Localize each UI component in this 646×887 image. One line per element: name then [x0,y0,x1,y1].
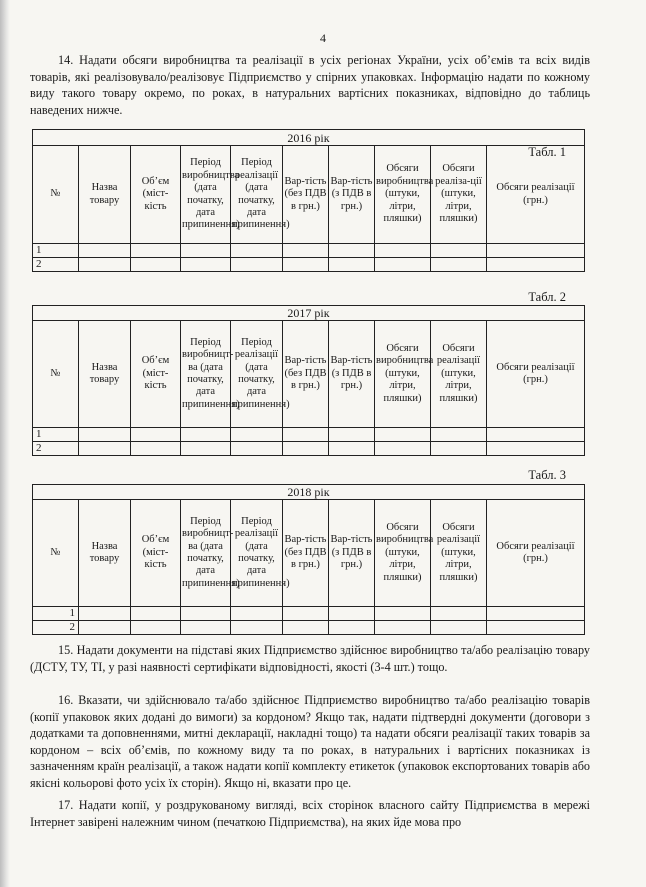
table-1-header-sales-period: Період реалізації (дата початку, дата припинення) [231,146,283,244]
table-2-header-price-no-vat: Вар-тість (без ПДВ в грн.) [283,321,329,428]
row-number: 2 [33,258,79,272]
table-3-header-volume: Об’єм (міст-кість [131,500,181,607]
table-1-header-sales-uah: Обсяги реалізації (грн.) [487,146,585,244]
table-3-header-sales-uah: Обсяги реалізації (грн.) [487,500,585,607]
scan-edge-shadow [0,0,10,887]
table-3-header-production-period: Період виробницт-ва (дата початку, дата припинення) [181,500,231,607]
table-1-header-number: № [33,146,79,244]
table-1-header-volume: Об’єм (міст-кість [131,146,181,244]
table-row [33,442,585,456]
table-2-label: Табл. 2 [528,290,566,304]
table-3-header-sales-volume: Обсяги реалізації (штуки, літри, пляшки) [431,500,487,607]
item-17-paragraph: 17. Надати копії, у роздрукованому вигляді, всіх сторінок власного сайту Підприємства в мережі Інтернет завірені належним чином (печаткою Підприємства), на яких йде мова про [30,798,590,829]
table-row [33,621,585,635]
table-1-year: 2016 рік [33,130,585,146]
table-2 [32,305,585,456]
table-3-header-name: Назва товару [79,500,131,607]
row-number: 2 [33,442,79,456]
table-row [33,258,585,272]
table-1-header-sales-volume: Обсяги реаліза-ції (штуки, літри, пляшки) [431,146,487,244]
table-3-label: Табл. 3 [528,468,566,482]
table-3-year: 2018 рік [33,485,585,500]
table-1-header-production-volume: Обсяги виробництва (штуки, літри, пляшки) [375,146,431,244]
item-14-paragraph: 14. Надати обсяги виробництва та реалізації в усіх регіонах України, усіх об’ємів та всіх видів товарів, які реалізовувало/реалізовує Підприємство у спірних упаковках. Інформацію надати по кожному виду такого товару окремо, по роках, в натуральних вартісних показниках, відповідно до таблиць наведених нижче. [30,53,590,117]
table-2-header-name: Назва товару [79,321,131,428]
table-row [33,607,585,621]
row-number: 1 [33,607,79,621]
table-row [33,428,585,442]
page-number: 4 [320,31,326,45]
table-1-header-production-period: Період виробництва (дата початку, дата припинення) [181,146,231,244]
table-2-header-volume: Об’єм (міст-кість [131,321,181,428]
table-2-header-sales-volume: Обсяги реалізації (штуки, літри, пляшки) [431,321,487,428]
table-2-header-number: № [33,321,79,428]
table-1-header-name: Назва товару [79,146,131,244]
table-2-header-production-period: Період виробницт-ва (дата початку, дата припинення) [181,321,231,428]
row-number: 2 [33,621,79,635]
table-1 [32,129,585,272]
table-3-header-price-no-vat: Вар-тість (без ПДВ в грн.) [283,500,329,607]
table-3-header-number: № [33,500,79,607]
item-16-paragraph: 16. Вказати, чи здійснювало та/або здійснює Підприємство виробництво та/або реалізацію товарів (копії упаковок яких додані до вимоги) за кордоном? Якщо так, надати підтвердні документи (договори з додатками та доповненнями, митні декларації, накладні тощо) та надати обсяги реалізації таких товарів за кордоном – всіх об’ємів, по кожному виду та по роках, в натуральних і вартісних показниках із зазначенням країн реалізації, а також надати копії комплекту етикеток (упаковок експортованих товарів або якісні кольорові фото усіх їх сторін). Якщо ні, вказати про це. [30,693,590,790]
row-number: 1 [33,428,79,442]
table-row [33,244,585,258]
table-2-header-production-volume: Обсяги виробництва (штуки, літри, пляшки) [375,321,431,428]
table-2-year: 2017 рік [33,306,585,321]
table-3 [32,484,585,635]
table-1-label: Табл. 1 [528,145,566,159]
row-number: 1 [33,244,79,258]
table-3-header-sales-period: Період реалізації (дата початку, дата припинення) [231,500,283,607]
table-1-header-price-with-vat: Вар-тість (з ПДВ в грн.) [329,146,375,244]
table-2-header-sales-period: Період реалізації (дата початку, дата припинення) [231,321,283,428]
table-1-header-price-no-vat: Вар-тість (без ПДВ в грн.) [283,146,329,244]
table-3-header-production-volume: Обсяги виробництва (штуки, літри, пляшки) [375,500,431,607]
item-15-paragraph: 15. Надати документи на підставі яких Підприємство здійснює виробництво та/або реалізацію товару (ДСТУ, ТУ, ТІ, у разі наявності сертифікати відповідності, якості (3-4 шт.) тощо. [30,643,590,674]
table-2-header-price-with-vat: Вар-тість (з ПДВ в грн.) [329,321,375,428]
table-2-header-sales-uah: Обсяги реалізації (грн.) [487,321,585,428]
table-3-header-price-with-vat: Вар-тість (з ПДВ в грн.) [329,500,375,607]
